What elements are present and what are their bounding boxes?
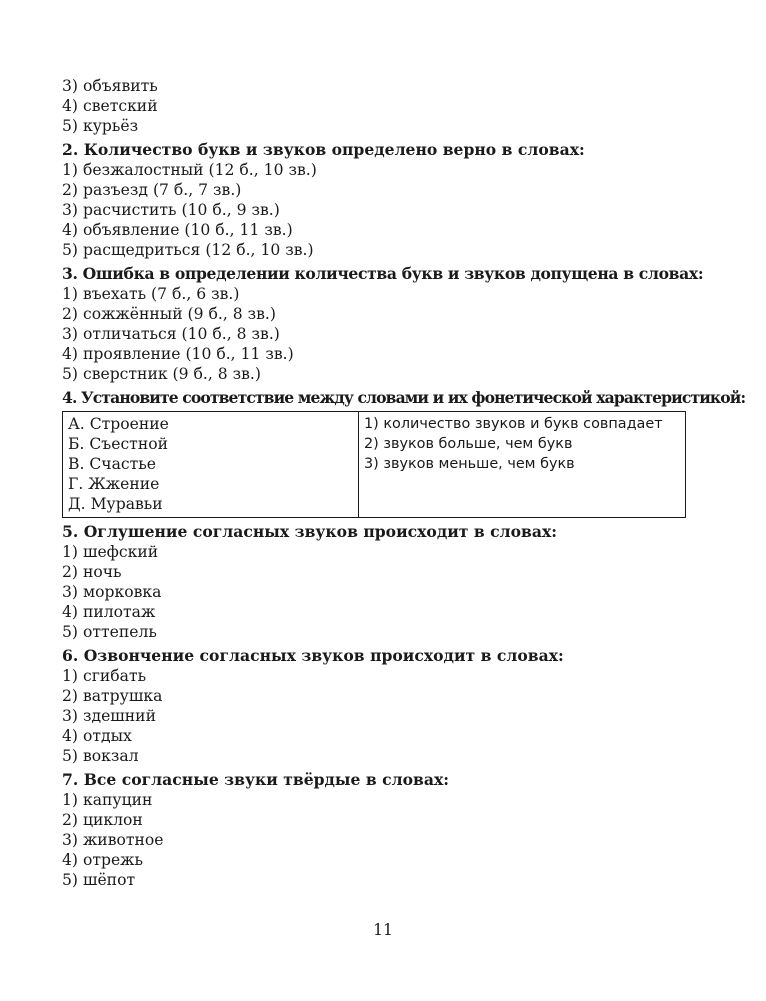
list-item: 2) сожжённый (9 б., 8 зв.) (62, 305, 276, 323)
question-3 (62, 264, 704, 384)
document-page (62, 76, 746, 890)
match-characteristic: 1) количество звуков и букв совпадает (364, 416, 663, 432)
match-characteristic: 2) звуков больше, чем букв (364, 436, 573, 452)
list-item: 4) пилотаж (62, 603, 156, 621)
list-item: 5) шёпот (62, 871, 136, 889)
question-7 (62, 770, 688, 890)
question-4 (62, 388, 746, 518)
question-2 (62, 140, 688, 260)
list-item: 5) оттепель (62, 623, 157, 641)
words-column (63, 412, 359, 518)
list-item: 5) расщедриться (12 б., 10 зв.) (62, 241, 314, 259)
list-item: 1) безжалостный (12 б., 10 зв.) (62, 161, 317, 179)
characteristics-column (359, 412, 686, 518)
list-item: 4) отрежь (62, 851, 144, 869)
list-item: 5) курьёз (62, 117, 139, 135)
list-item: 1) шефский (62, 543, 159, 561)
match-word: Г. Жжение (68, 475, 160, 493)
question-heading: 5. Оглушение согласных звуков происходит в словах: (62, 522, 558, 541)
question-5 (62, 522, 688, 642)
question-heading: 7. Все согласные звуки твёрдые в словах: (62, 770, 450, 789)
matching-table (62, 411, 686, 518)
list-item: 2) ватрушка (62, 687, 163, 705)
list-item: 3) отличаться (10 б., 8 зв.) (62, 325, 280, 343)
list-item: 5) сверстник (9 б., 8 зв.) (62, 365, 261, 383)
list-item: 2) разъезд (7 б., 7 зв.) (62, 181, 242, 199)
match-word: А. Строение (68, 415, 169, 433)
list-item: 1) сгибать (62, 667, 147, 685)
list-item: 3) объявить (62, 77, 158, 95)
list-item: 2) циклон (62, 811, 143, 829)
question-heading: 6. Озвончение согласных звуков происходит в словах: (62, 646, 564, 665)
match-word: В. Счастье (68, 455, 156, 473)
list-item: 2) ночь (62, 563, 122, 581)
list-item: 1) въехать (7 б., 6 зв.) (62, 285, 240, 303)
question-heading: 4. Установите соответствие между словами и их фонетической характеристикой: (62, 388, 746, 407)
list-item: 3) здешний (62, 707, 156, 725)
list-item: 3) морковка (62, 583, 162, 601)
list-item: 4) проявление (10 б., 11 зв.) (62, 345, 294, 363)
match-word: Д. Муравьи (68, 495, 163, 513)
list-item: 3) расчистить (10 б., 9 зв.) (62, 201, 280, 219)
question-heading: 2. Количество букв и звуков определено верно в словах: (62, 140, 585, 159)
list-item: 4) отдых (62, 727, 132, 745)
list-item: 4) объявление (10 б., 11 зв.) (62, 221, 293, 239)
match-characteristic: 3) звуков меньше, чем букв (364, 456, 575, 472)
match-word: Б. Съестной (68, 435, 168, 453)
question-heading: 3. Ошибка в определении количества букв и звуков допущена в словах: (62, 264, 704, 283)
list-item: 5) вокзал (62, 747, 139, 765)
page-number: 11 (373, 921, 393, 939)
list-item: 3) животное (62, 831, 164, 849)
list-item: 1) капуцин (62, 791, 153, 809)
list-item: 4) светский (62, 97, 158, 115)
question-6 (62, 646, 688, 766)
intro-list (62, 76, 688, 136)
